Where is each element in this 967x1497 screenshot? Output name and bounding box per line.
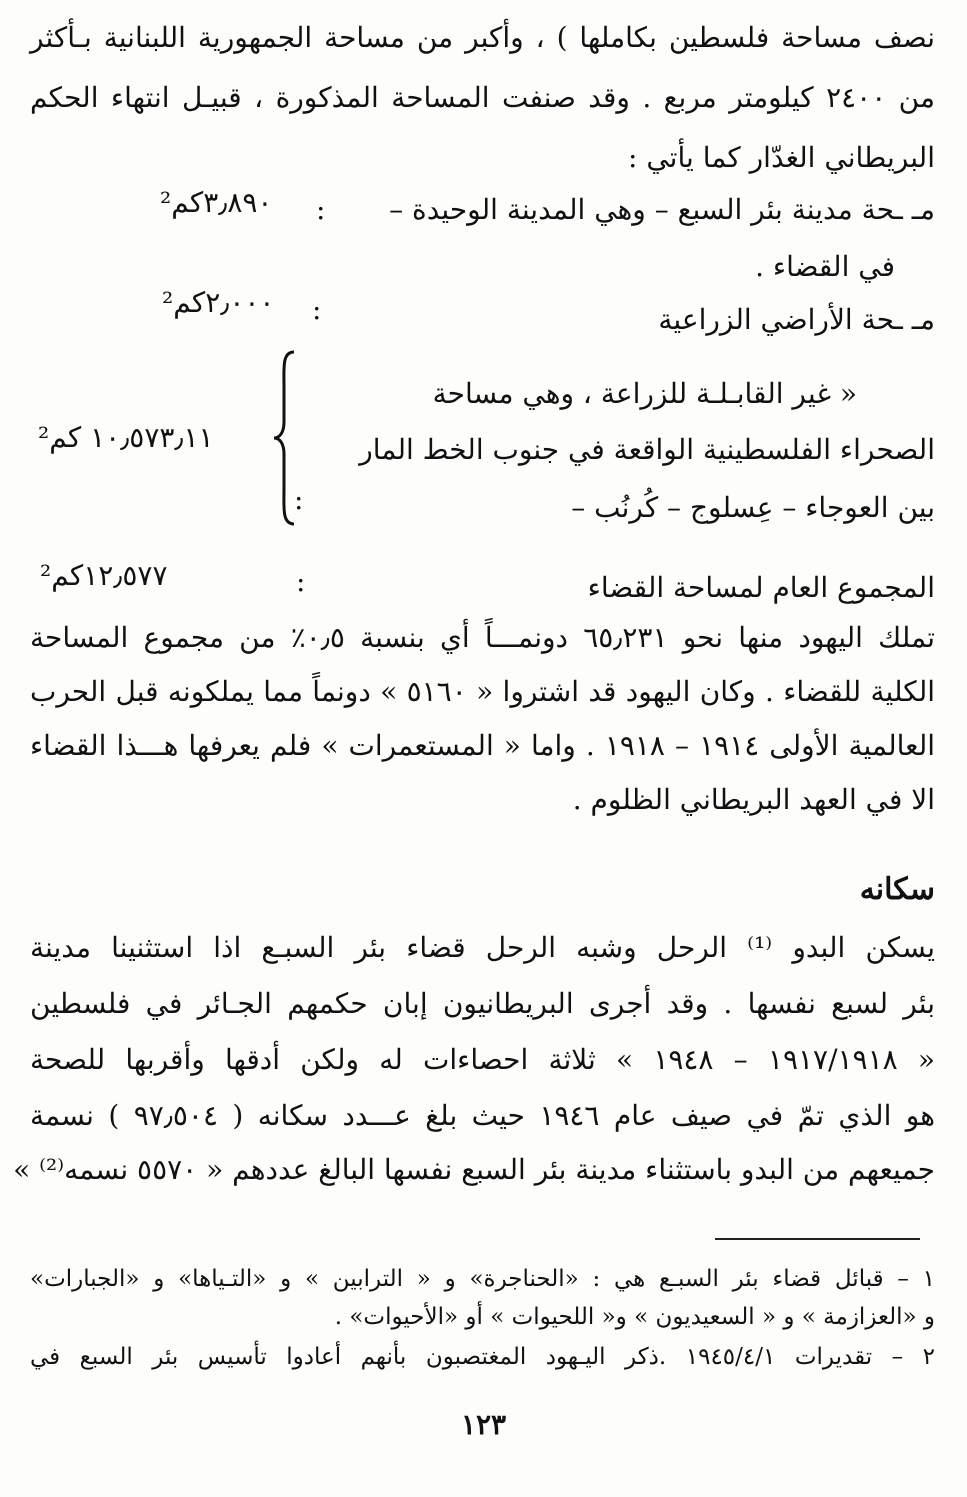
nonagri-line-1: « غير القابـلـة للزراعة ، وهي مساحة [432, 377, 857, 410]
nonagri-line-2: الصحراء الفلسطينية الواقعة في جنوب الخط المار [359, 433, 935, 466]
nonagri-value: ١٠٫٥٧٣٫١١ كم² [38, 421, 214, 454]
agri-area-colon: : [312, 293, 322, 326]
intro-line-1: نصف مساحة فلسطين بكاملها ) ، وأكبر من مساحة الجمهورية اللبنانية بـأكثر [30, 21, 935, 54]
nonagri-line-3: بين العوجاء – عِسلوج – كُرنُب – [571, 491, 935, 524]
intro-line-2: من ٢٤٠٠ كيلومتر مربع . وقد صنفت المساحة المذكورة ، قبيـل انتهاء الحكم [30, 81, 935, 114]
city-area-colon: : [316, 193, 326, 226]
population-line-1: يسكن البدو ⁽¹⁾ الرحل وشبه الرحل قضاء بئر السبـع اذا استثنينا مدينة [30, 931, 935, 964]
total-area-label: المجموع العام لمساحة القضاء [587, 571, 935, 604]
footnote-1-continued: و «العزازمة » و « السعيديون » و« اللحيوات » أو «الأحيوات» . [334, 1304, 935, 1330]
city-area-label: مـ ـحة مدينة بئر السبع – وهي المدينة الوحيدة – [389, 193, 935, 226]
footnote-1: ١ – قبائل قضاء بئر السبـع هي : «الحناجرة» و « الترابين » و «التـياها» و «الجبارات» [30, 1266, 935, 1292]
intro-line-3: البريطاني الغدّار كما يأتي : [628, 141, 935, 174]
total-area-colon: : [296, 565, 306, 598]
agri-area-value: ٢٫٠٠٠كم² [162, 286, 275, 319]
city-area-continuation: في القضاء . [755, 250, 895, 283]
population-line-5: جميعهم من البدو باستثناء مدينة بئر السبع نفسها البالغ عددهم « ٥٥٧٠ نسمه⁽²⁾ » [13, 1153, 935, 1186]
page-number: ١٢٣ [460, 1408, 507, 1441]
footnote-2: ٢ – تقديرات ١٩٤٥/٤/١ .ذكر اليـهود المغتصبون بأنهم أعادوا تأسيس بئر السبع في [30, 1344, 935, 1370]
population-line-4: هو الذي تمّ في صيف عام ١٩٤٦ حيث بلغ عـــدد سكانه ( ٩٧٫٥٠٤ ) نسمة [30, 1099, 935, 1132]
population-line-2: بئر لسبع نفسها . وقد أجرى البريطانيون إبان حكمهم الجـائر في فلسطين [30, 987, 935, 1020]
city-area-value: ٣٫٨٩٠كم² [160, 186, 273, 219]
agri-area-label: مـ ـحة الأراضي الزراعية [658, 303, 935, 336]
footnote-separator [715, 1238, 920, 1240]
ownership-line-3: العالمية الأولى ١٩١٤ – ١٩١٨ . واما « المستعمرات » فلم يعرفها هـــذا القضاء [30, 729, 935, 762]
ownership-line-1: تملك اليهود منها نحو ٦٥٫٢٣١ دونمـــاً أي بنسبة ٠٫٥٪ من مجموع المساحة [30, 621, 936, 654]
ownership-line-4: الا في العهد البريطاني الظلوم . [572, 783, 935, 816]
total-area-value: ١٢٫٥٧٧كم² [40, 559, 168, 592]
ownership-line-2: الكلية للقضاء . وكان اليهود قد اشتروا « ٥١٦٠ » دونماً مما يملكونه قبل الحرب [30, 675, 935, 708]
nonagri-colon: : [294, 483, 304, 516]
population-line-3: « ١٩١٧/١٩١٨ – ١٩٤٨ » ثلاثة احصاءات له ولكن أدقها وأقربها للصحة [30, 1043, 935, 1076]
section-title: سكانه [859, 872, 935, 907]
